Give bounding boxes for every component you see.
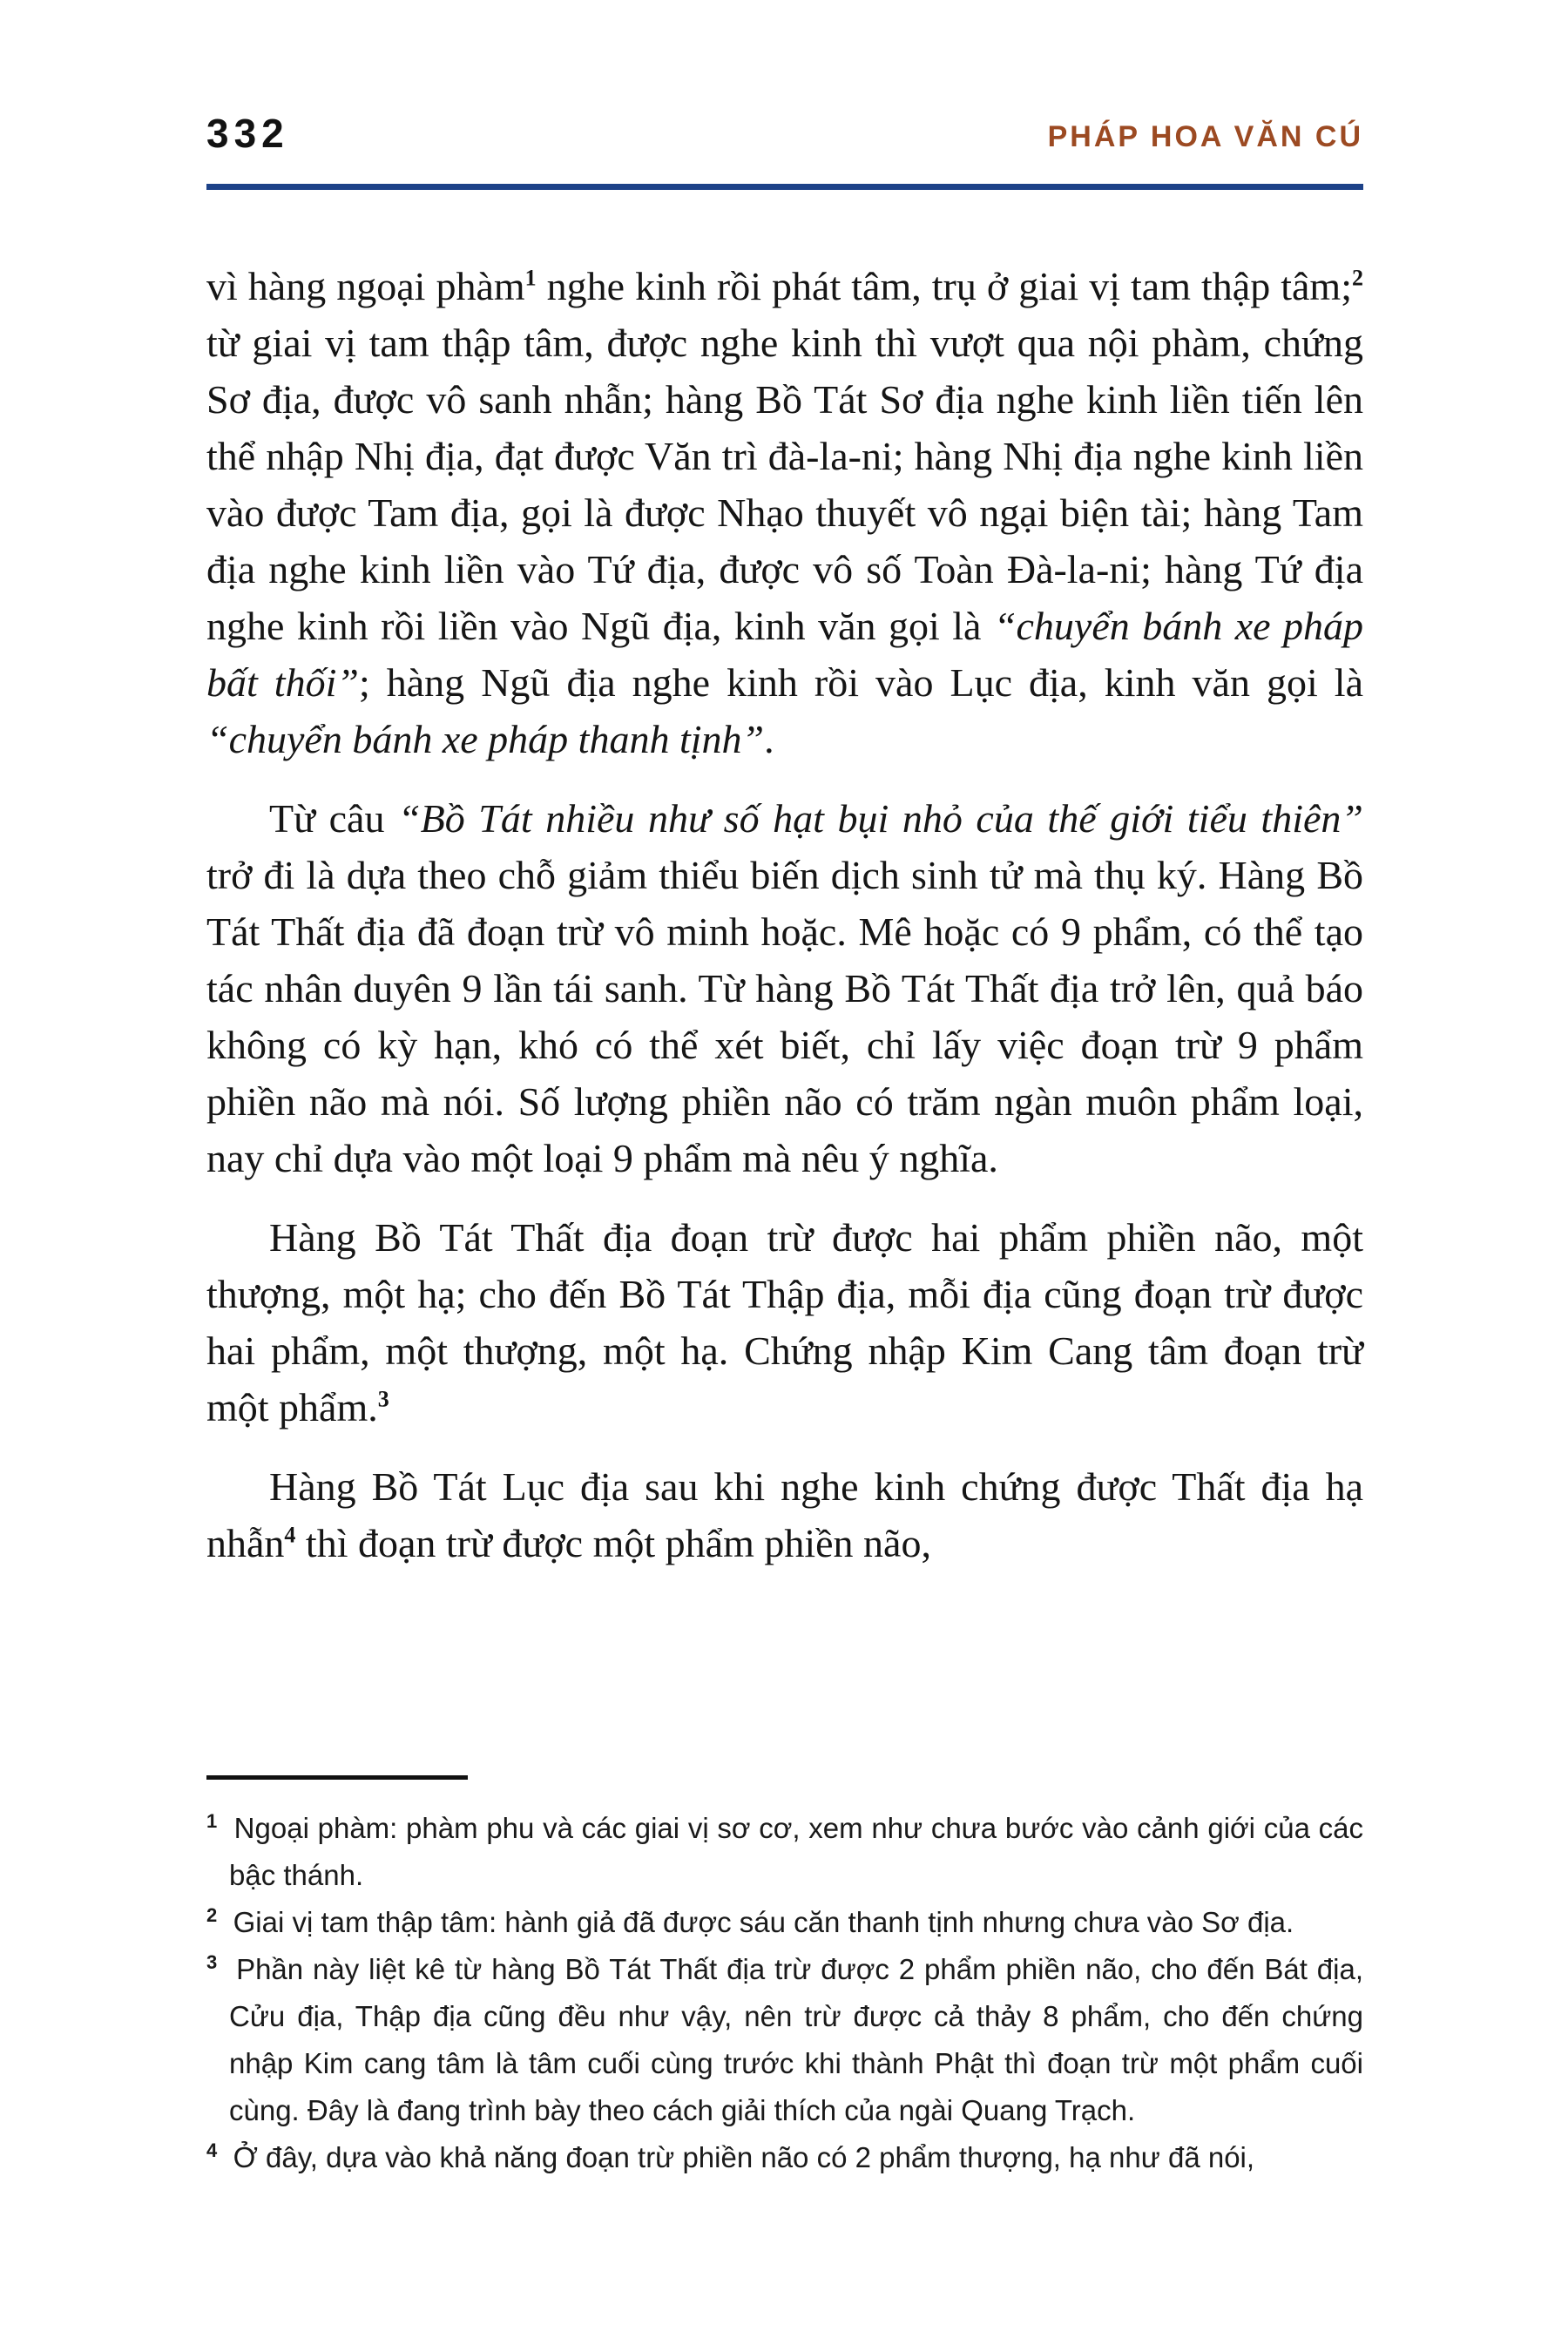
header-rule: [206, 184, 1363, 190]
footnote-marker: 1: [206, 1810, 218, 1832]
footnote: [206, 1805, 1363, 1899]
footnote-text: Ngoại phàm: phàm phu và các giai vị sơ cơ, xem như chưa bước vào cảnh giới của các bậc thánh.: [217, 1812, 1363, 1891]
footnote-marker: 3: [206, 1951, 218, 1973]
text-run: vì hàng ngoại phàm: [206, 264, 525, 308]
footnote-marker: 4: [206, 2139, 218, 2161]
quoted-phrase: “chuyển bánh xe pháp thanh tịnh”: [206, 717, 765, 761]
paragraph: [206, 258, 1363, 767]
footnote: [206, 2134, 1363, 2181]
footnote-ref: 4: [284, 1522, 296, 1548]
body-paragraphs: [206, 258, 1363, 1594]
paragraph: [206, 1458, 1363, 1571]
quoted-phrase: “Bồ Tát nhiều như số hạt bụi nhỏ của thế giới tiểu thiên”: [398, 796, 1363, 841]
text-run: từ giai vị tam thập tâm, được nghe kinh thì vượt qua nội phàm, chứng Sơ địa, được vô sanh nhẫn; hàng Bồ Tát Sơ địa nghe kinh liền tiến lên thể nhập Nhị địa, đạt được Văn trì đà-la-ni; hàng Nhị địa nghe kinh liền vào được Tam địa, gọi là được Nhạo thuyết vô ngại biện tài; hàng Tam địa nghe kinh liền vào Tứ địa, được vô số Toàn Đà-la-ni; hàng Tứ địa nghe kinh rồi liền vào Ngũ địa, kinh văn gọi là: [206, 321, 1363, 648]
text-run: nghe kinh rồi phát tâm, trụ ở giai vị tam thập tâm;: [536, 264, 1352, 308]
footnote-separator-rule: [206, 1775, 468, 1780]
footnote-text: Phần này liệt kê từ hàng Bồ Tát Thất địa trừ được 2 phẩm phiền não, cho đến Bát địa, Cửu địa, Thập địa cũng đều như vậy, nên trừ được cả thảy 8 phẩm, cho đến chứng nhập Kim cang tâm là tâm cuối cùng trước khi thành Phật thì đoạn trừ một phẩm cuối cùng. Đây là đang trình bày theo cách giải thích của ngài Quang Trạch.: [217, 1953, 1363, 2126]
text-run: thì đoạn trừ được một phẩm phiền não,: [295, 1521, 931, 1565]
text-run: ; hàng Ngũ địa nghe kinh rồi vào Lục địa, kinh văn gọi là: [358, 660, 1363, 705]
footnote: [206, 1899, 1363, 1946]
running-title: PHÁP HOA VĂN CÚ: [1047, 119, 1363, 153]
footnote-ref: 2: [1352, 265, 1363, 291]
text-run: trở đi là dựa theo chỗ giảm thiểu biến dịch sinh tử mà thụ ký. Hàng Bồ Tát Thất địa đã đoạn trừ vô minh hoặc. Mê hoặc có 9 phẩm, có thể tạo tác nhân duyên 9 lần tái sanh. Từ hàng Bồ Tát Thất địa trở lên, quả báo không có kỳ hạn, khó có thể xét biết, chỉ lấy việc đoạn trừ 9 phẩm phiền não mà nói. Số lượng phiền não có trăm ngàn muôn phẩm loại, nay chỉ dựa vào một loại 9 phẩm mà nêu ý nghĩa.: [206, 853, 1363, 1180]
footnote: [206, 1946, 1363, 2134]
text-run: .: [764, 717, 774, 761]
footnote-marker: 2: [206, 1904, 218, 1926]
text-run: Hàng Bồ Tát Lục địa sau khi nghe kinh chứng được Thất địa hạ nhẫn: [206, 1464, 1363, 1565]
footnote-list: [206, 1805, 1363, 2181]
footnote-ref: 3: [377, 1386, 389, 1412]
quoted-phrase: “chuyển bánh xe pháp bất thối”: [206, 604, 1363, 705]
footnote-ref: 1: [524, 265, 537, 291]
footnote-text: Ở đây, dựa vào khả năng đoạn trừ phiền não có 2 phẩm thượng, hạ như đã nói,: [217, 2141, 1255, 2173]
footnote-text: Giai vị tam thập tâm: hành giả đã được sáu căn thanh tịnh nhưng chưa vào Sơ địa.: [217, 1906, 1294, 1938]
page-number: 332: [206, 111, 289, 156]
page-header: [206, 111, 1363, 156]
paragraph: [206, 1209, 1363, 1436]
text-run: Hàng Bồ Tát Thất địa đoạn trừ được hai phẩm phiền não, một thượng, một hạ; cho đến Bồ Tát Thập địa, mỗi địa cũng đoạn trừ được hai phẩm, một thượng, một hạ. Chứng nhập Kim Cang tâm đoạn trừ một phẩm.: [206, 1215, 1363, 1429]
paragraph: [206, 790, 1363, 1186]
text-run: Từ câu: [269, 796, 399, 841]
